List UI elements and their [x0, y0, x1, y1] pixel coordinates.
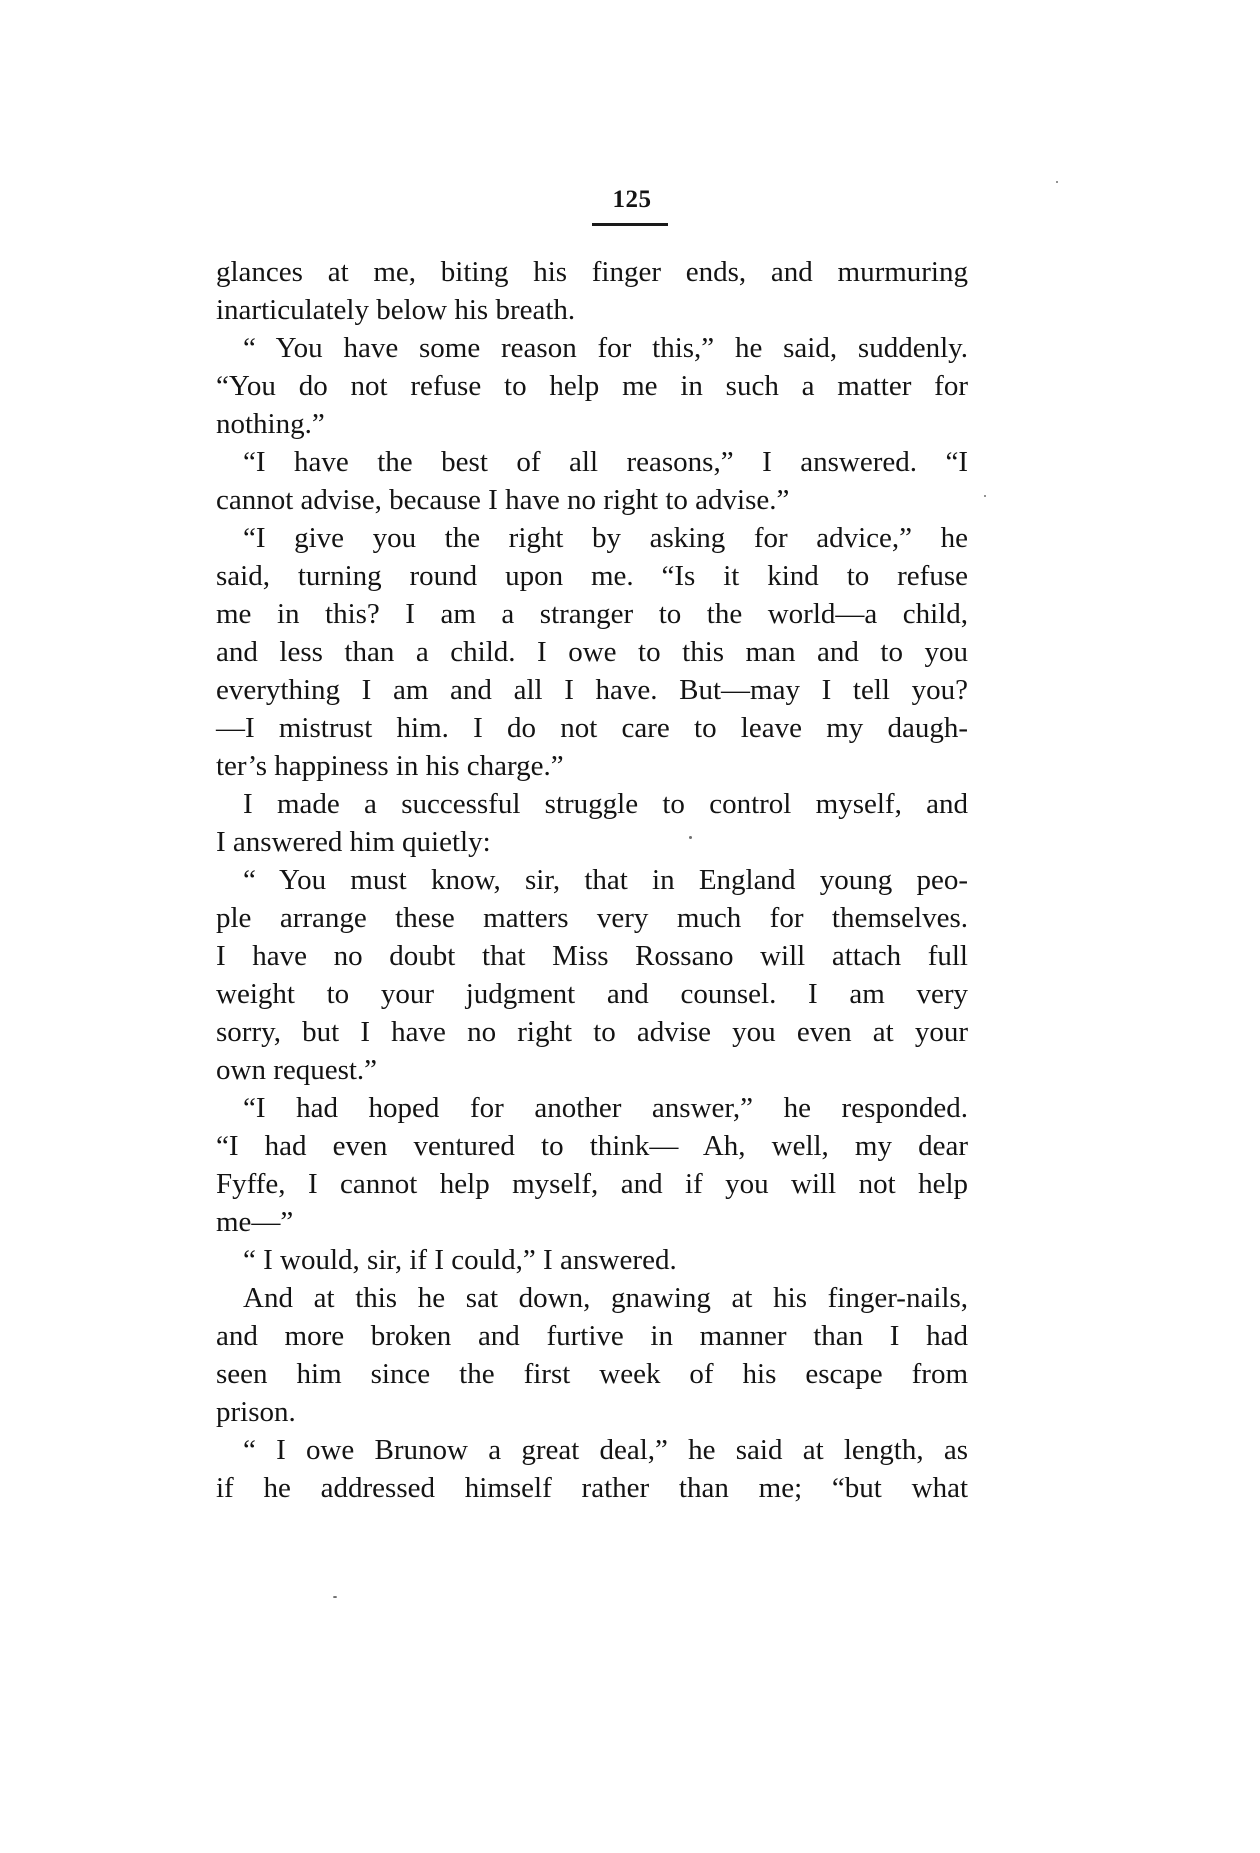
- text-line: me—”: [216, 1206, 294, 1238]
- text-line: “ You have some reason for this,” he said, suddenly.: [243, 332, 968, 364]
- text-line: inarticulately below his breath.: [216, 294, 576, 326]
- text-line: cannot advise, because I have no right to advise.”: [216, 484, 790, 516]
- text-line: weight to your judgment and counsel. I am very: [216, 978, 968, 1010]
- text-line: ter’s happiness in his charge.”: [216, 750, 564, 782]
- text-line: “ I would, sir, if I could,” I answered.: [243, 1244, 677, 1276]
- text-line: —I mistrust him. I do not care to leave my daugh-: [216, 712, 968, 744]
- print-speck: [1056, 181, 1058, 183]
- text-line: “You do not refuse to help me in such a matter for: [216, 370, 968, 402]
- text-line: Fyffe, I cannot help myself, and if you will not help: [216, 1168, 968, 1200]
- text-line: and less than a child. I owe to this man and to you: [216, 636, 968, 668]
- text-line: if he addressed himself rather than me; “but what: [216, 1472, 968, 1504]
- text-line: I made a successful struggle to control myself, and: [243, 788, 968, 820]
- text-line: “I give you the right by asking for advice,” he: [243, 522, 968, 554]
- text-line: And at this he sat down, gnawing at his finger-nails,: [243, 1282, 968, 1314]
- page-number-rule: [592, 223, 668, 226]
- text-line: I have no doubt that Miss Rossano will attach full: [216, 940, 968, 972]
- text-line: “I had even ventured to think— Ah, well, my dear: [216, 1130, 968, 1162]
- text-line: “I had hoped for another answer,” he responded.: [243, 1092, 968, 1124]
- page-number: 125: [612, 186, 652, 213]
- text-line: everything I am and all I have. But—may I tell you?: [216, 674, 968, 706]
- body-text: [216, 253, 968, 1507]
- text-line: and more broken and furtive in manner than I had: [216, 1320, 968, 1352]
- print-speck: [333, 1596, 337, 1598]
- text-line: I answered him quietly:: [216, 826, 491, 858]
- text-line: said, turning round upon me. “Is it kind to refuse: [216, 560, 968, 592]
- text-line: prison.: [216, 1396, 296, 1428]
- text-line: glances at me, biting his finger ends, and murmuring: [216, 256, 968, 288]
- text-line: own request.”: [216, 1054, 378, 1086]
- text-line: seen him since the first week of his escape from: [216, 1358, 968, 1390]
- text-line: “ I owe Brunow a great deal,” he said at length, as: [243, 1434, 968, 1466]
- text-line: me in this? I am a stranger to the world—a child,: [216, 598, 968, 630]
- text-line: “ You must know, sir, that in England young peo-: [243, 864, 968, 896]
- print-speck: [984, 495, 986, 497]
- print-speck: [689, 836, 692, 839]
- text-line: sorry, but I have no right to advise you even at your: [216, 1016, 968, 1048]
- text-line: “I have the best of all reasons,” I answered. “I: [243, 446, 968, 478]
- text-line: ple arrange these matters very much for themselves.: [216, 902, 968, 934]
- text-line: nothing.”: [216, 408, 325, 440]
